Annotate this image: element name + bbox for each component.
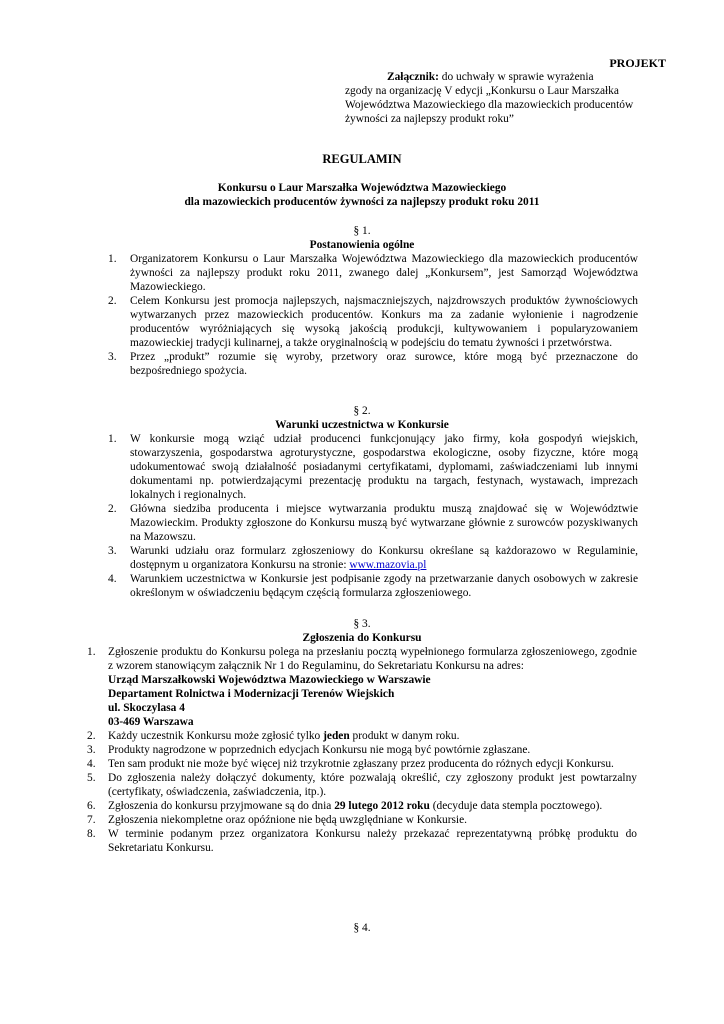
section-1-heading: Postanowienia ogólne bbox=[309, 239, 415, 251]
item-text: (decyduje data stempla pocztowego). bbox=[429, 800, 603, 812]
item-text: Główna siedziba producenta i miejsce wytwarzania produktu muszą znajdować się w Województwie Mazowieckim. Produkty zgłoszone do Konkursu muszą być wytwarzane głównie z surowców pozyskiwanych na Mazowszu. bbox=[130, 503, 638, 543]
section-2-list bbox=[108, 432, 638, 600]
list-item bbox=[87, 743, 637, 757]
section-4-sign: § 4 bbox=[353, 922, 368, 934]
section-3-heading: Zgłoszenia do Konkursu bbox=[302, 632, 422, 644]
list-item bbox=[108, 252, 638, 294]
attachment-line1: do uchwały w sprawie wyrażenia bbox=[441, 71, 594, 83]
item-number: 2. bbox=[87, 730, 96, 742]
item-number: 2. bbox=[108, 295, 117, 307]
section-2-header: § 2. Warunki uczestnictwa w Konkursie bbox=[0, 404, 724, 432]
list-item bbox=[108, 432, 638, 502]
item-text: Celem Konkursu jest promocja najlepszych, najsmaczniejszych, najzdrowszych produktów żywnościowych wytwarzanych przez mazowieckich producentów. Konkurs ma za zadanie wyłonienie i nagrodzenie producentów wyróżniających się wysoką jakością produkcji, kultywowaniem i popularyzowaniem mazowieckiej tradycji kulinarnej, a także oryginalnością w podejściu do tematu żywności i przetwórstwa. bbox=[130, 295, 638, 349]
item-text: Zgłoszenia do konkursu przyjmowane są do dnia bbox=[108, 800, 335, 812]
section-1-list bbox=[108, 252, 638, 378]
list-item bbox=[87, 771, 637, 799]
item-text: W konkursie mogą wziąć udział producenci funkcjonujący jako firmy, koła gospodyń wiejskich, stowarzyszenia, gospodarstwa agroturystyczne, gospodarstwa ekologiczne, osoby fizyczne, które mogą udokumentować swoją działalność posiadanymi certyfikatami, dyplomami, zaświadczeniami lub innymi dokumentami np. potwierdzającymi prezentację produktu na targach, festynach, wystawach, imprezach lokalnych i regionalnych. bbox=[130, 433, 638, 501]
item-text: produkt w danym roku. bbox=[349, 730, 460, 742]
list-item bbox=[87, 729, 637, 743]
list-item bbox=[87, 757, 637, 771]
item-number: 1. bbox=[87, 646, 96, 658]
item-number: 3. bbox=[87, 744, 96, 756]
attachment-rest: zgody na organizację V edycji „Konkursu o Laur Marszałka Województwa Mazowieckiego dla mazowieckich producentów żywności za najlepszy produkt roku” bbox=[345, 85, 634, 125]
list-item bbox=[108, 502, 638, 544]
section-3-header: § 3. Zgłoszenia do Konkursu bbox=[0, 617, 724, 645]
item-text: Zgłoszenie produktu do Konkursu polega na przesłaniu pocztą wypełnionego formularza zgłoszeniowego, zgodnie z wzorem stanowiącym załącznik Nr 1 do Regulaminu, do Sekretariatu Konkursu na adres: bbox=[108, 646, 637, 672]
document-title: REGULAMIN bbox=[322, 152, 402, 166]
item-bold: 29 lutego 2012 roku bbox=[334, 800, 430, 812]
item-text: Warunkiem uczestnictwa w Konkursie jest podpisanie zgody na przetwarzanie danych osobowych w zakresie określonym w oświadczeniu będącym częścią formularza zgłoszeniowego. bbox=[130, 573, 638, 599]
item-number: 8. bbox=[87, 828, 96, 840]
item-text: Każdy uczestnik Konkursu może zgłosić tylko bbox=[108, 730, 324, 742]
item-number: 1. bbox=[108, 253, 117, 265]
item-bold: jeden bbox=[323, 730, 350, 742]
item-number: 4. bbox=[87, 758, 96, 770]
item-number: 3. bbox=[108, 351, 117, 363]
item-text: Warunki udziału oraz formularz zgłoszeniowy do Konkursu określane są każdorazowo w Regulaminie, dostępnym u organizatora Konkursu na stronie: bbox=[130, 545, 638, 571]
item-text: Produkty nagrodzone w poprzednich edycjach Konkursu nie mogą być powtórnie zgłaszane. bbox=[108, 744, 531, 756]
section-3-list bbox=[87, 645, 637, 855]
item-number: 4. bbox=[108, 573, 117, 585]
address-line: 03-469 Warszawa bbox=[108, 716, 194, 728]
attachment-first-line bbox=[345, 70, 645, 84]
list-item bbox=[87, 645, 637, 729]
address-line: Urząd Marszałkowski Województwa Mazowieckiego w Warszawie bbox=[108, 674, 431, 686]
list-item bbox=[87, 799, 637, 813]
item-text: Zgłoszenia niekompletne oraz opóźnione nie będą uwzględniane w Konkursie. bbox=[108, 814, 467, 826]
item-number: 6. bbox=[87, 800, 96, 812]
section-2-heading: Warunki uczestnictwa w Konkursie bbox=[275, 419, 449, 431]
attachment-label: Załącznik: bbox=[387, 71, 439, 83]
section-2-sign: § 2 bbox=[353, 405, 368, 417]
item-text: Organizatorem Konkursu o Laur Marszałka Województwa Mazowieckiego dla mazowieckich producentów żywności za najlepszy produkt roku 2011, zwanego dalej „Konkursem”, jest Samorząd Województwa Mazowieckiego. bbox=[130, 253, 638, 293]
list-item bbox=[108, 572, 638, 600]
mazovia-link[interactable]: www.mazovia.pl bbox=[349, 559, 427, 571]
item-number: 2. bbox=[108, 503, 117, 515]
item-text: Przez „produkt” rozumie się wyroby, przetwory oraz surowce, które mogą być przeznaczone do bezpośredniego spożycia. bbox=[130, 351, 638, 377]
section-4-header: § 4. bbox=[353, 922, 371, 934]
list-item bbox=[108, 544, 638, 572]
section-1-header: § 1. Postanowienia ogólne bbox=[0, 224, 724, 252]
item-number: 3. bbox=[108, 545, 117, 557]
section-3-sign: § 3 bbox=[353, 618, 368, 630]
subtitle-line-2: dla mazowieckich producentów żywności za najlepszy produkt roku 2011 bbox=[184, 196, 540, 208]
address-line: Departament Rolnictwa i Modernizacji Terenów Wiejskich bbox=[108, 688, 395, 700]
item-text: Ten sam produkt nie może być więcej niż trzykrotnie zgłaszany przez producenta do różnych edycji Konkursu. bbox=[108, 758, 614, 770]
item-number: 1. bbox=[108, 433, 117, 445]
document-subtitle bbox=[0, 181, 724, 209]
attachment-note bbox=[345, 70, 645, 126]
section-1-sign: § 1 bbox=[353, 225, 368, 237]
subtitle-line-1: Konkursu o Laur Marszałka Województwa Mazowieckiego bbox=[217, 182, 507, 194]
list-item bbox=[108, 294, 638, 350]
item-text: W terminie podanym przez organizatora Konkursu należy przekazać reprezentatywną próbkę produktu do Sekretariatu Konkursu. bbox=[108, 828, 637, 854]
list-item bbox=[87, 813, 637, 827]
list-item bbox=[108, 350, 638, 378]
item-number: 7. bbox=[87, 814, 96, 826]
list-item bbox=[87, 827, 637, 855]
item-number: 5. bbox=[87, 772, 96, 784]
address-line: ul. Skoczylasa 4 bbox=[108, 702, 185, 714]
item-text: Do zgłoszenia należy dołączyć dokumenty, które pozwalają określić, czy zgłoszony produkt jest powtarzalny (certyfikaty, oświadczenia, zaświadczenia, itp.). bbox=[108, 772, 637, 798]
projekt-label: PROJEKT bbox=[609, 56, 666, 70]
